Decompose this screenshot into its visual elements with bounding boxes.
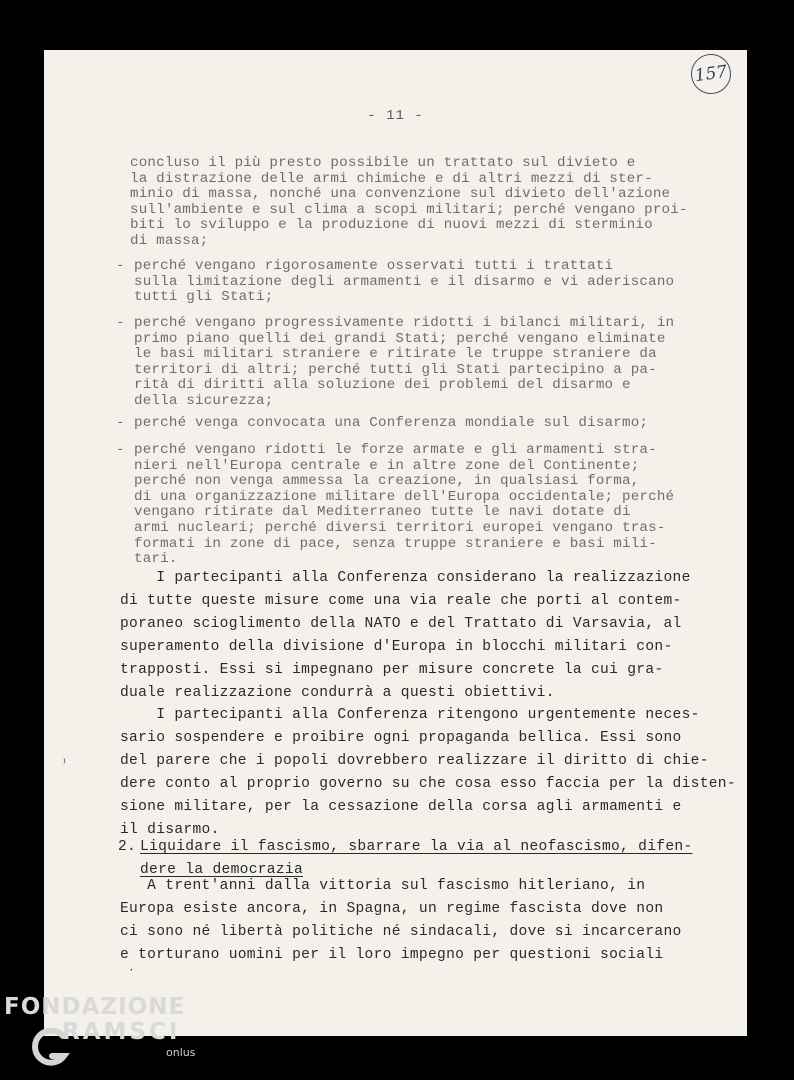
page-number: - 11 - [367, 108, 424, 124]
text-line: A trent'anni dalla vittoria sul fascismo hitleriano, in [120, 878, 646, 894]
text-line: armi nucleari; perché diversi territori europei vengano tras- [134, 519, 666, 536]
paragraph-section-2 [120, 875, 720, 967]
text-line: le basi militari straniere e ritirate le truppe straniere da [134, 346, 657, 363]
section-number: 2. [118, 839, 137, 855]
text-line: rità di diritti alla soluzione dei problemi del disarmo e [134, 377, 631, 394]
text-line: duale realizzazione condurrà a questi obiettivi. [120, 685, 555, 701]
text-line: poraneo scioglimento della NATO e del Trattato di Varsavia, al [120, 616, 682, 632]
bullet-item [116, 443, 736, 568]
text-line: la distrazione delle armi chimiche e di altri mezzi di ster- [130, 170, 653, 187]
text-line: I partecipanti alla Conferenza considerano la realizzazione [120, 570, 691, 586]
text-line: minio di massa, nonché una convenzione sul divieto dell'azione [130, 186, 671, 203]
bullet-dash: - [116, 258, 125, 274]
text-line: e torturano uomini per il loro impegno per questioni sociali [120, 947, 664, 963]
text-line: primo piano quelli dei grandi Stati; perché vengano eliminate [134, 330, 666, 347]
text-line: trapposti. Essi si impegnano per misure concrete la cui gra- [120, 662, 664, 678]
paragraph-intro [130, 156, 730, 250]
text-line: il disarmo. [120, 822, 220, 838]
text-line: sull'ambiente e sul clima a scopi militari; perché vengano proi- [130, 201, 688, 218]
stray-mark: · [128, 965, 135, 977]
text-line: del parere che i popoli dovrebbero realizzare il diritto di chie- [120, 753, 709, 769]
text-line: concluso il più presto possibile un trattato sul divieto e [130, 155, 636, 171]
text-line: dere conto al proprio governo su che cosa esso faccia per la disten- [120, 776, 736, 792]
text-line: tutti gli Stati; [134, 289, 274, 306]
section-title-line: dere la democrazia [140, 862, 304, 878]
text-line: sulla limitazione degli armamenti e il disarmo e vi aderiscano [134, 273, 675, 290]
text-line: nieri nell'Europa centrale e in altre zone del Continente; [134, 457, 640, 474]
text-line: di massa; [130, 232, 209, 249]
text-line: I partecipanti alla Conferenza ritengono urgentemente neces- [120, 707, 700, 723]
bullet-item [116, 416, 736, 432]
section-title-line: Liquidare il fascismo, sbarrare la via al neofascismo, difen- [140, 839, 693, 855]
text-line: di tutte queste misure come una via reale che porti al contem- [120, 593, 682, 609]
document-page [44, 50, 747, 1036]
paragraph-partecipanti-2 [120, 704, 736, 842]
text-line: territori di altri; perché tutti gli Stati partecipino a pa- [134, 361, 657, 378]
bullet-dash: - [116, 315, 125, 331]
text-line: superamento della divisione d'Europa in blocchi militari con- [120, 639, 673, 655]
text-line: ci sono né libertà politiche né sindacali, dove si incarcerano [120, 924, 682, 940]
text-line: tari. [134, 551, 178, 568]
text-line: perché vengano rigorosamente osservati tutti i trattati [134, 258, 614, 274]
bullet-item [116, 316, 736, 410]
logo-g-icon [30, 1026, 70, 1070]
bullet-dash: - [116, 415, 125, 431]
logo-line-1: FONDAZIONE [4, 994, 186, 1020]
paragraph-partecipanti-1 [120, 567, 720, 705]
text-line: perché non venga ammessa la creazione, in qualsiasi forma, [134, 473, 640, 490]
text-line: Europa esiste ancora, in Spagna, un regime fascista dove non [120, 901, 664, 917]
text-line: di una organizzazione militare dell'Europa occidentale; perché [134, 488, 675, 505]
stray-mark: ⁾ [61, 758, 68, 770]
stamp-number: 157 [693, 61, 729, 87]
logo-onlus: onlus [166, 1046, 196, 1059]
bullet-item [116, 259, 736, 306]
text-line: biti lo sviluppo e la produzione di nuovi mezzi di sterminio [130, 217, 653, 234]
archive-stamp [688, 51, 733, 96]
text-line: sione militare, per la cessazione della corsa agli armamenti e [120, 799, 682, 815]
text-line: formati in zone di pace, senza truppe straniere e basi mili- [134, 535, 657, 552]
text-line: della sicurezza; [134, 392, 274, 409]
text-line: vengano ritirate dal Mediterraneo tutte le navi dotate di [134, 504, 631, 521]
bullet-dash: - [116, 442, 125, 458]
text-line: perché vengano ridotti le forze armate e gli armamenti stra- [134, 442, 657, 458]
logo-line-2: RAMSCI [62, 1019, 181, 1045]
text-line: sario sospendere e proibire ogni propaganda bellica. Essi sono [120, 730, 682, 746]
text-line: perché vengano progressivamente ridotti i bilanci militari, in [134, 315, 675, 331]
text-line: perché venga convocata una Conferenza mondiale sul disarmo; [134, 415, 649, 431]
